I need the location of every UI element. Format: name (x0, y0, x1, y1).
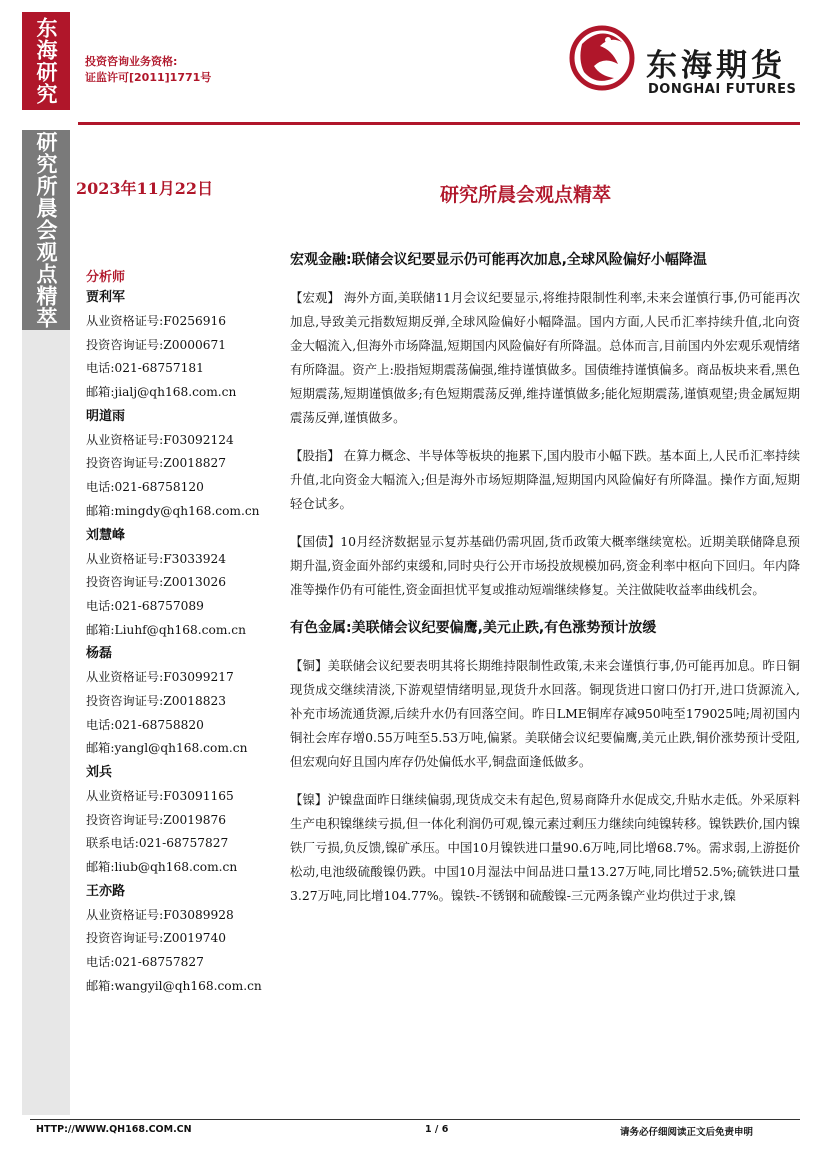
analyst-phone: 电话:021-68757181 (86, 361, 204, 376)
analyst-consult-license: 投资咨询证号:Z0013026 (86, 575, 226, 590)
analyst-card (86, 524, 276, 643)
analyst-license: 从业资格证号:F03099217 (86, 670, 234, 685)
analyst-consult-license: 投资咨询证号:Z0018823 (86, 693, 226, 708)
analyst-card (86, 761, 276, 880)
section-heading: 宏观金融:联储会议纪要显示仍可能再次加息,全球风险偏好小幅降温 (290, 252, 707, 268)
paragraph-nickel: 【镍】沪镍盘面昨日继续偏弱,现货成交未有起色,贸易商降升水促成交,升贴水走低。外采原料生产电积镍继续亏损,但一体化利润仍可观,镍元素过剩压力继续向纯镍转移。镍铁跌价,国内镍铁厂亏损,负反馈,镍矿承压。中国10月镍铁进口量90.6万吨,同比增68.7%。需求弱,上游挺价松动,电池级硫酸镍仍跌。中国10月湿法中间品进口量13.27万吨,同比增52.5%;硫铁进口量3.27万吨,同比增104.77%。镍铁-不锈钢和硫酸镍-三元两条镍产业均供过于求,镍 (290, 792, 800, 903)
footer-divider (30, 1119, 800, 1120)
series-vertical-label: 研究所晨会观点精萃 (22, 130, 70, 330)
analyst-email[interactable]: 邮箱:mingdy@qh168.com.cn (86, 503, 260, 518)
analyst-name: 刘慧峰 (86, 527, 126, 543)
qualification-line2: 证监许可[2011]1771号 (85, 71, 212, 84)
analyst-email[interactable]: 邮箱:Liuhf@qh168.com.cn (86, 622, 246, 637)
analyst-license: 从业资格证号:F3033924 (86, 551, 226, 566)
analyst-email[interactable]: 邮箱:liub@qh168.com.cn (86, 860, 238, 875)
analyst-phone: 电话:021-68757089 (86, 598, 204, 613)
analyst-name: 明道雨 (86, 408, 126, 424)
analyst-consult-license: 投资咨询证号:Z0019740 (86, 931, 226, 946)
qualification (85, 54, 211, 86)
analyst-license: 从业资格证号:F03089928 (86, 907, 234, 922)
company-logo (560, 10, 800, 110)
analyst-phone: 联系电话:021-68757827 (86, 836, 229, 851)
paragraph-treasury: 【国债】10月经济数据显示复苏基础仍需巩固,货币政策大概率继续宽松。近期美联储降息预期升温,资金面外部约束缓和,同时央行公开市场投放规模加码,资金利率中枢向下回归。年内降准等操作仍有可能性,资金面担忧平复或推动短端继续修复。关注做陡收益率曲线机会。 (290, 534, 800, 597)
analyst-name: 王亦路 (86, 883, 126, 899)
analyst-license: 从业资格证号:F0256916 (86, 314, 226, 328)
analyst-license: 从业资格证号:F03091165 (86, 789, 234, 803)
header-divider (78, 122, 800, 125)
analyst-email[interactable]: 邮箱:wangyil@qh168.com.cn (86, 978, 262, 993)
section-macro (290, 248, 800, 602)
analyst-phone: 电话:021-68758120 (86, 480, 204, 495)
paragraph-macro: 【宏观】 海外方面,美联储11月会议纪要显示,将维持限制性利率,未来会谨慎行事,仍可能再次加息,导致美元指数短期反弹,全球风险偏好小幅降温。国内方面,人民币汇率持续升值,北向资金大幅流入,但海外市场降温,短期国内风险偏好有所降温。总体而言,目前国内外宏观乐观情绪有所降温。资产上:股指短期震荡偏强,维持谨慎做多。国债维持谨慎偏多。商品板块来看,黑色短期震荡,短期谨慎做多;有色短期震荡反弹,维持谨慎做多;能化短期震荡,谨慎观望;贵金属短期震荡反弹,谨慎做多。 (290, 290, 800, 425)
logo-en-text: DONGHAI FUTURES (648, 82, 797, 97)
analyst-heading: 分析师 (86, 270, 126, 285)
analyst-card (86, 880, 276, 999)
page-number: 1 / 6 (425, 1124, 449, 1135)
brand-vertical-label: 东海研究 (22, 12, 70, 110)
analyst-consult-license: 投资咨询证号:Z0019876 (86, 812, 226, 827)
dragon-logo-icon (560, 14, 644, 104)
analyst-card (86, 642, 276, 761)
analyst-name: 贾利军 (86, 290, 126, 305)
analyst-name: 杨磊 (86, 646, 113, 662)
analyst-license: 从业资格证号:F03092124 (86, 432, 234, 447)
analyst-consult-license: 投资咨询证号:Z0018827 (86, 456, 226, 471)
analyst-email[interactable]: 邮箱:yangl@qh168.com.cn (86, 741, 248, 756)
analyst-phone: 电话:021-68757827 (86, 955, 204, 970)
analyst-phone: 电话:021-68758820 (86, 717, 204, 732)
footer-url-link[interactable]: HTTP://WWW.QH168.COM.CN (36, 1124, 192, 1135)
qualification-line1: 投资咨询业务资格: (85, 55, 178, 68)
analyst-email[interactable]: 邮箱:jialj@qh168.com.cn (86, 385, 237, 400)
analyst-consult-license: 投资咨询证号:Z0000671 (86, 337, 226, 352)
report-date: 2023年11月22日 (76, 179, 214, 198)
logo-cn-text: 东海期货 (646, 48, 786, 84)
analyst-card (86, 286, 276, 405)
analyst-name: 刘兵 (86, 765, 113, 780)
side-strip (22, 130, 70, 1115)
paragraph-copper: 【铜】美联储会议纪要表明其将长期维持限制性政策,未来会谨慎行事,仍可能再加息。昨日铜现货成交继续清淡,下游观望情绪明显,现货升水回落。铜现货进口窗口仍打开,进口货源流入,补充市场流通货源,后续升水仍有回落空间。昨日LME铜库存减950吨至179025吨;周初国内铜社会库存增0.55万吨至5.53万吨,偏紧。美联储会议纪要偏鹰,美元止跌,铜价涨势预计受阻,但宏观向好且国内库存仍处偏低水平,铜盘面逢低做多。 (290, 658, 800, 769)
section-heading: 有色金属:美联储会议纪要偏鹰,美元止跌,有色涨势预计放缓 (290, 620, 657, 636)
footer-disclaimer: 请务必仔细阅读正文后免责申明 (620, 1127, 754, 1138)
section-nonferrous (290, 616, 800, 908)
report-body (290, 248, 800, 922)
page-title: 研究所晨会观点精萃 (440, 184, 612, 206)
analyst-card (86, 405, 276, 524)
analyst-list (86, 286, 276, 999)
paragraph-stock-index: 【股指】 在算力概念、半导体等板块的拖累下,国内股市小幅下跌。基本面上,人民币汇率持续升值,北向资金大幅流入;但是海外市场短期降温,短期国内风险偏好有所降温。操作方面,短期轻仓试多。 (290, 448, 800, 511)
